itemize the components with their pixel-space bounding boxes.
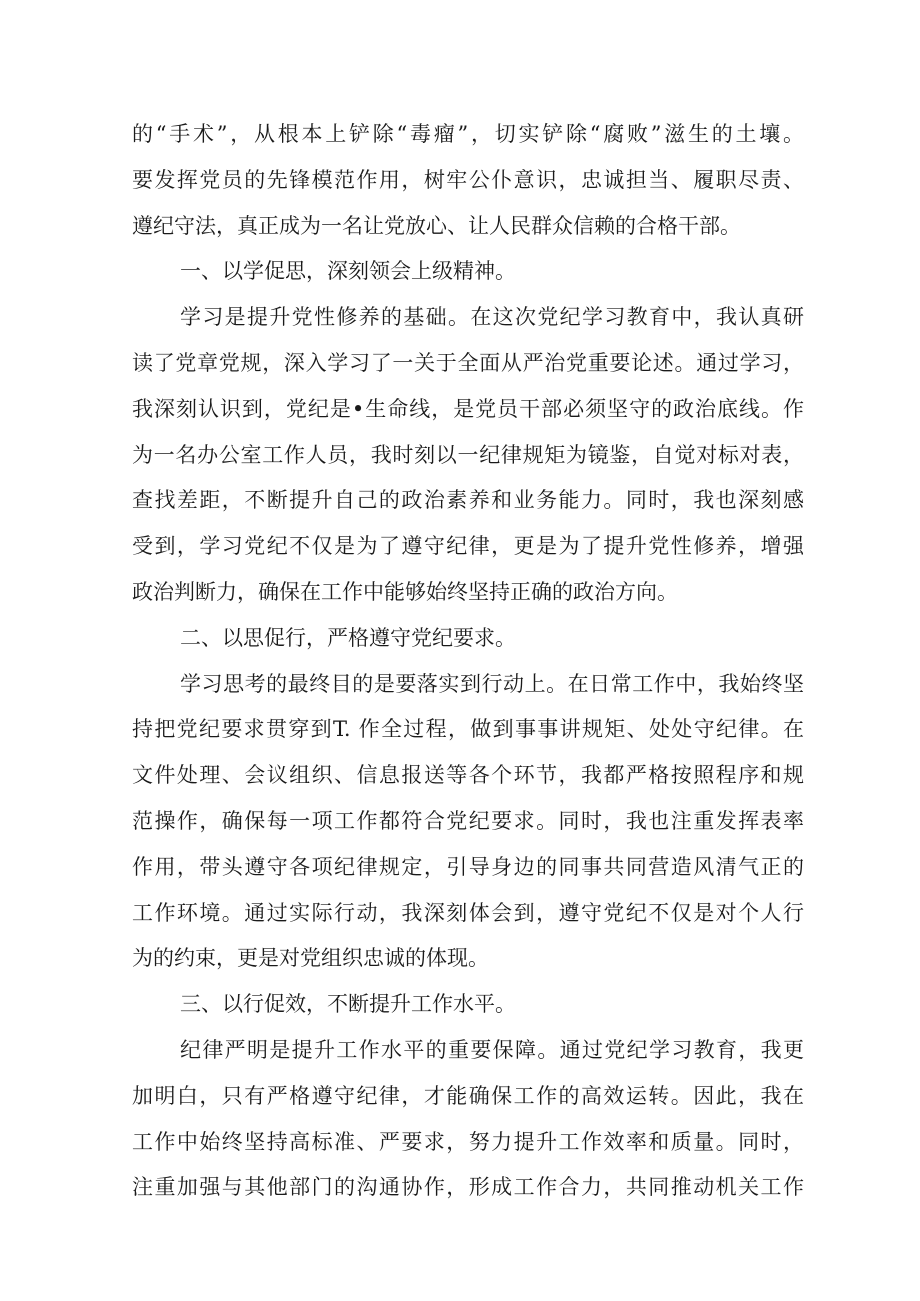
text-line: 为一名办公室工作人员，我时刻以一纪律规矩为镜鉴，自觉对标对表， xyxy=(132,442,804,467)
section-heading xyxy=(132,616,804,662)
heading-line: 一、以学促思，深刻领会上级精神。 xyxy=(180,259,516,284)
text-line: 持把党纪要求贯穿到T. 作全过程，做到事事讲规矩、处处守纪律。在 xyxy=(132,717,804,742)
heading-line: 三、以行促效，不断提升工作水平。 xyxy=(180,992,516,1017)
heading-line: 二、以思促行，严格遵守党纪要求。 xyxy=(180,625,516,650)
text-line: 要发挥党员的先锋模范作用，树牢公仆意识，忠诚担当、履职尽责、 xyxy=(132,167,804,192)
text-line: 为的约束，更是对党组织忠诚的体现。 xyxy=(132,946,489,971)
section-heading xyxy=(132,982,804,1028)
paragraph xyxy=(132,1028,804,1211)
text-line: 政治判断力，确保在工作中能够始终坚持正确的政治方向。 xyxy=(132,579,678,604)
text-line: 学习思考的最终目的是要落实到行动上。在日常工作中，我始终坚 xyxy=(180,671,804,696)
paragraph xyxy=(132,295,804,616)
text-line: 文件处理、会议组织、信息报送等各个环节，我都严格按照程序和规 xyxy=(132,763,804,788)
text-line: 注重加强与其他部门的沟通协作，形成工作合力，共同推动机关工作 xyxy=(132,1175,804,1200)
text-line: 学习是提升党性修养的基础。在这次党纪学习教育中，我认真研 xyxy=(180,305,804,330)
text-line: 加明白，只有严格遵守纪律，才能确保工作的高效运转。因此，我在 xyxy=(132,1083,804,1108)
text-line: 读了党章党规，深入学习了一关于全面从严治党重要论述。通过学习， xyxy=(132,350,804,375)
text-line: 受到，学习党纪不仅是为了遵守纪律，更是为了提升党性修养，增强 xyxy=(132,534,804,559)
text-line: 作用，带头遵守各项纪律规定，引导身边的同事共同营造风清气正的 xyxy=(132,854,804,879)
text-line: 遵纪守法，真正成为一名让党放心、让人民群众信赖的合格干部。 xyxy=(132,213,741,238)
text-line: 工作中始终坚持高标准、严要求，努力提升工作效率和质量。同时， xyxy=(132,1129,804,1154)
paragraph xyxy=(132,112,804,249)
text-line: 工作环境。通过实际行动，我深刻体会到，遵守党纪不仅是对个人行 xyxy=(132,900,804,925)
document-body xyxy=(132,112,804,1211)
section-heading xyxy=(132,249,804,295)
text-line: 查找差距，不断提升自己的政治素养和业务能力。同时，我也深刻感 xyxy=(132,488,804,513)
text-line: 我深刻认识到，党纪是•生命线，是党员干部必须坚守的政治底线。作 xyxy=(132,396,804,421)
text-line: 的“手术”，从根本上铲除“毒瘤”，切实铲除“腐败”滋生的土壤。 xyxy=(132,122,804,146)
text-line: 纪律严明是提升工作水平的重要保障。通过党纪学习教育，我更 xyxy=(180,1037,804,1062)
paragraph xyxy=(132,662,804,983)
text-line: 范操作，确保每一项工作都符合党纪要求。同时，我也注重发挥表率 xyxy=(132,808,804,833)
